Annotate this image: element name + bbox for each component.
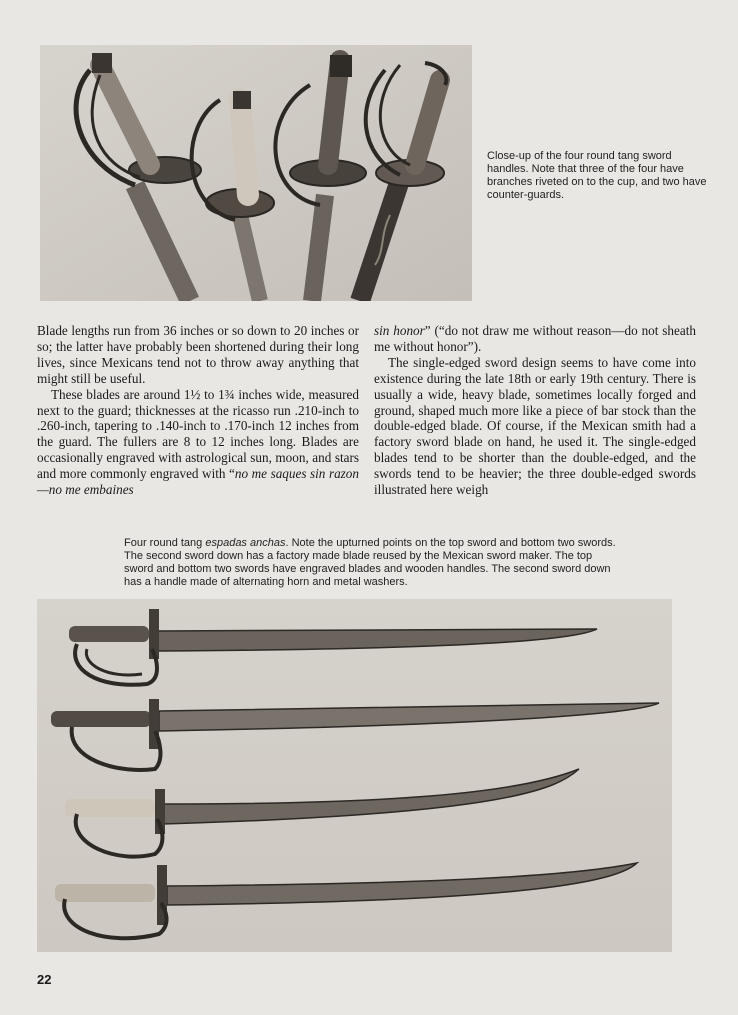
- four-swords-photo: [37, 599, 672, 952]
- body-column-right: [374, 323, 696, 498]
- paragraph: Blade lengths run from 36 inches or so down to 20 inches or so; the latter have probably been shortened during their long lives, since Mexicans tend not to throw away anything that might still be useful.: [37, 323, 359, 386]
- body-column-left: [37, 323, 359, 498]
- photo-caption-bottom: Four round tang espadas anchas. Note the upturned points on the top sword and bottom two swords. The second sword down has a factory made blade reused by the Mexican sword maker. The top sword and bottom two swords have engraved blades and wooden handles. The second sword down has a handle made of alternating horn and metal washers.: [124, 537, 616, 588]
- paragraph: These blades are around 1½ to 1¾ inches wide, measured next to the guard; thicknesses at the ricasso run .210-inch to .260-inch, tapering to .140-inch to .170-inch 12 inches from the guard. The fullers are 8 to 12 inches long. Blades are occasionally engraved with astrological sun, moon, and stars and more commonly engraved with “no me saques sin razon—no me embaines: [37, 386, 359, 498]
- paragraph: The single-edged sword design seems to have come into existence during the late 18th or early 19th century. There is usually a wide, heavy blade, sometimes locally forged and ground, shaped much more like a piece of bar stock than the double-edged blade. Of course, if the Mexican smith had a factory sword blade on hand, he used it. The single-edged blades tend to be shorter than the double-edged, and the swords tend to be heavier; the three double-edged swords illustrated here weigh: [374, 354, 696, 498]
- page-number: 22: [37, 972, 52, 987]
- sword-handles-photo: [40, 45, 472, 301]
- photo-caption-top: Close-up of the four round tang sword handles. Note that three of the four have branches riveted on to the cup, and two have counter-guards.: [487, 150, 707, 201]
- paragraph: sin honor” (“do not draw me without reason—do not sheath me without honor”).: [374, 323, 696, 354]
